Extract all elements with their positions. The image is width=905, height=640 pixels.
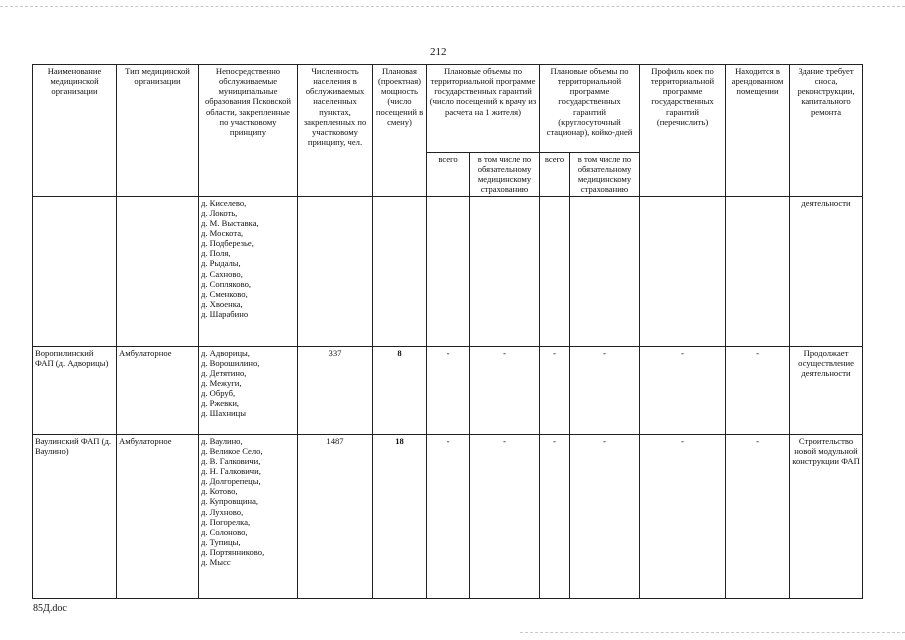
settlements-cell — [199, 196, 298, 346]
header-row-1 — [33, 65, 863, 153]
header-population: Численность населения в обслуживаемых населенных пунктах, закрепленных по участковому принципу, чел. — [298, 65, 373, 197]
settlement-item: д. Долгорепецы, — [201, 476, 261, 487]
settlement-item: д. Локоть, — [201, 207, 238, 218]
settlement-item: д. Сопляково, — [201, 278, 252, 289]
bed-profile-cell: - — [640, 434, 726, 598]
building-cell: Строительство новой модульной конструкции ФАП — [790, 434, 863, 598]
table-row — [33, 434, 863, 598]
settlement-item: д. М. Выставка, — [201, 217, 259, 228]
rented-cell: - — [726, 434, 790, 598]
in-oms-cell: - — [570, 434, 640, 598]
settlement-item: д. Адворицы, — [201, 347, 250, 358]
header-bed-profile: Профиль коек по территориальной программе государственных гарантий (перечислить) — [640, 65, 726, 197]
header-out-total: всего — [427, 153, 470, 197]
population-cell: 337 — [298, 346, 373, 434]
settlement-item: д. Подберезье, — [201, 238, 254, 249]
settlement-item: д. Шахницы — [201, 408, 247, 419]
settlement-item: д. В. Галковичи, — [201, 455, 261, 466]
settlement-item: д. Межуги, — [201, 377, 242, 388]
capacity-cell: 18 — [373, 434, 427, 598]
header-building: Здание требует сноса, реконструкции, капитального ремонта — [790, 65, 863, 197]
settlement-item: д. Тупицы, — [201, 536, 241, 547]
settlement-item: д. Киселево, — [201, 197, 247, 208]
settlement-item: д. Обруб, — [201, 388, 236, 399]
in-total-cell: - — [540, 346, 570, 434]
out-total-cell: - — [427, 346, 470, 434]
out-total-cell: - — [427, 434, 470, 598]
settlement-item: д. Рыдалы, — [201, 258, 241, 269]
building-cell: Продолжает осуществление деятельности — [790, 346, 863, 434]
capacity-cell: 8 — [373, 346, 427, 434]
settlement-item: д. Великое Село, — [201, 445, 263, 456]
settlement-item: д. Портянниково, — [201, 547, 265, 558]
org-type-cell: Амбулаторное — [117, 434, 199, 598]
settlement-item: д. Хвоенка, — [201, 298, 243, 309]
settlement-item: д. Мысс — [201, 557, 231, 568]
settlement-item: д. Сахново, — [201, 268, 243, 279]
settlements-cell — [199, 346, 298, 434]
header-inpatient-volumes: Плановые объемы по территориальной программе государственных гарантий (круглосуточный стационар), койко-дней — [540, 65, 640, 153]
rented-cell — [726, 196, 790, 346]
out-oms-cell: - — [470, 434, 540, 598]
settlements-cell — [199, 434, 298, 598]
org-type-cell: Амбулаторное — [117, 346, 199, 434]
scan-edge-bottom — [520, 632, 905, 633]
settlement-item: д. Лухново, — [201, 506, 244, 517]
building-cell: деятельности — [790, 196, 863, 346]
header-capacity: Плановая (проектная) мощность (число посещений в смену) — [373, 65, 427, 197]
header-outpatient-volumes: Плановые объемы по территориальной программе государственных гарантий (число посещений к врачу из расчета на 1 жителя) — [427, 65, 540, 153]
in-total-cell: - — [540, 434, 570, 598]
capacity-cell — [373, 196, 427, 346]
settlement-item: д. Купровщина, — [201, 496, 259, 507]
org-type-cell — [117, 196, 199, 346]
settlement-item: д. Детятино, — [201, 367, 247, 378]
header-in-total: всего — [540, 153, 570, 197]
population-cell — [298, 196, 373, 346]
in-total-cell — [540, 196, 570, 346]
out-oms-cell: - — [470, 346, 540, 434]
out-oms-cell — [470, 196, 540, 346]
settlement-item: д. Погорелка, — [201, 516, 251, 527]
header-org-name: Наименование медицинской организации — [33, 65, 117, 197]
settlement-item: д. Москота, — [201, 227, 244, 238]
table-row — [33, 196, 863, 346]
table-row — [33, 346, 863, 434]
settlement-item: д. Ворошилино, — [201, 357, 260, 368]
out-total-cell — [427, 196, 470, 346]
settlement-item: д. Котово, — [201, 486, 238, 497]
bed-profile-cell: - — [640, 346, 726, 434]
in-oms-cell: - — [570, 346, 640, 434]
scan-edge-top — [0, 6, 905, 7]
settlement-item: д. Шарабино — [201, 309, 249, 320]
population-cell: 1487 — [298, 434, 373, 598]
in-oms-cell — [570, 196, 640, 346]
header-org-type: Тип медицинской организации — [117, 65, 199, 197]
facilities-table — [32, 64, 863, 599]
settlement-item: д. Солоново, — [201, 526, 248, 537]
settlement-item: д. Поля, — [201, 248, 231, 259]
bed-profile-cell — [640, 196, 726, 346]
header-out-oms: в том числе по обязательному медицинскому страхованию — [470, 153, 540, 197]
footer-filename: 85Д.doc — [33, 603, 67, 614]
rented-cell: - — [726, 346, 790, 434]
header-in-oms: в том числе по обязательному медицинскому страхованию — [570, 153, 640, 197]
header-rented: Находится в арендованном помещении — [726, 65, 790, 197]
org-name-cell: Воропилинский ФАП (д. Адворицы) — [33, 346, 117, 434]
settlement-item: д. Сменково, — [201, 288, 248, 299]
org-name-cell: Ваулинский ФАП (д. Ваулино) — [33, 434, 117, 598]
settlement-item: д. Н. Галковичи, — [201, 465, 261, 476]
settlement-item: д. Ржевки, — [201, 398, 240, 409]
header-municipalities: Непосредственно обслуживаемые муниципальные образования Псковской области, закрепленные по участковому принципу — [199, 65, 298, 197]
org-name-cell — [33, 196, 117, 346]
settlement-item: д. Ваулино, — [201, 435, 243, 446]
page-number: 212 — [430, 46, 447, 58]
